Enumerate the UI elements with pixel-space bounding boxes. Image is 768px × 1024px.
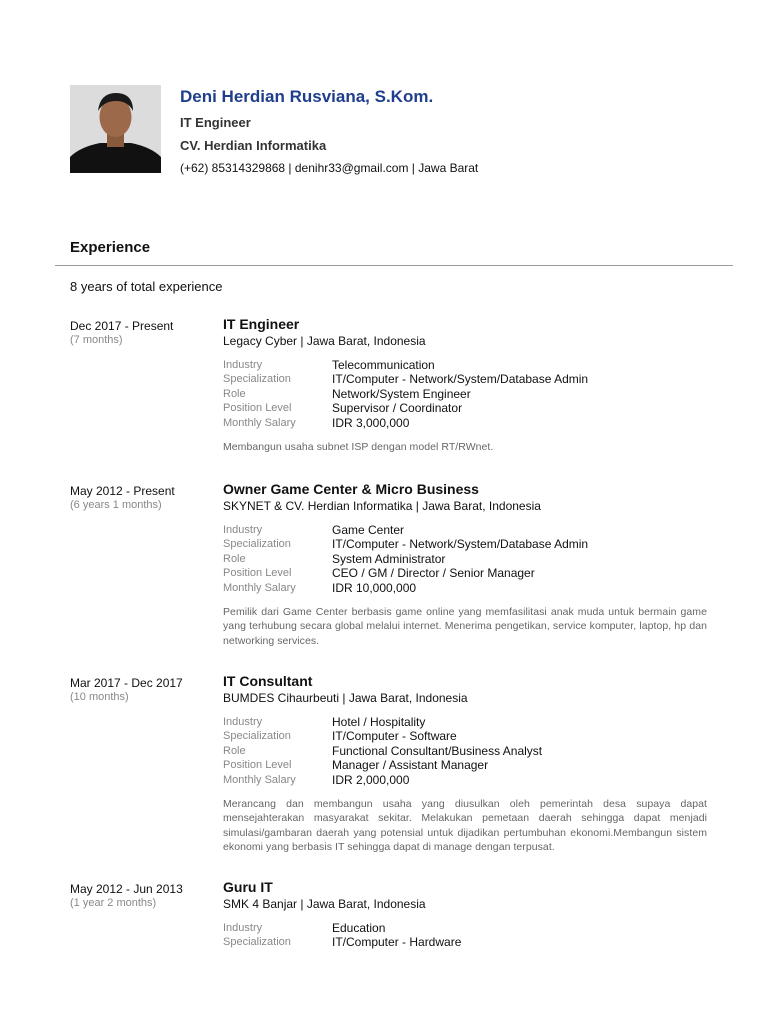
job-duration: (10 months): [70, 691, 129, 703]
job-company: BUMDES Cihaurbeuti | Jawa Barat, Indonesia: [223, 691, 468, 705]
field-label: Industry: [223, 359, 263, 371]
field-label: Role: [223, 744, 246, 757]
field-label: Position Level: [223, 402, 292, 415]
field-label: Specialization: [223, 936, 291, 949]
field-label: Specialization: [223, 373, 291, 386]
job-duration: (6 years 1 months): [70, 499, 162, 511]
job-duration: (7 months): [70, 334, 123, 346]
field-value: CEO / GM / Director / Senior Manager: [332, 566, 535, 581]
job-fields: [223, 715, 707, 787]
field-value: System Administrator: [332, 551, 446, 566]
field-value: Telecommunication: [332, 358, 435, 372]
job-title: Guru IT: [223, 879, 273, 895]
field-label: Specialization: [223, 538, 291, 551]
job-dates: May 2012 - Present: [70, 484, 175, 498]
field-value: Game Center: [332, 523, 405, 537]
field-value: IT/Computer - Software: [332, 729, 457, 744]
field-label: Industry: [223, 716, 263, 728]
job-company: SMK 4 Banjar | Jawa Barat, Indonesia: [223, 897, 426, 911]
job-description: Merancang dan membangun usaha yang diusulkan oleh pemerintah desa supaya dapat mensejahterakan masyarakat sekitar. Melakukan pemetaan daerah sehingga dapat menjadi simulasi/gambaran daerah yang potensial untuk dijadikan pertumbuhan ekonomi.Membangun sistem ekonomi yang berbasis IT sehingga dapat di manage dengan terpusat.: [223, 797, 707, 853]
field-value: IDR 10,000,000: [332, 580, 417, 595]
experience-heading: Experience: [70, 239, 151, 256]
job-title: IT Engineer: [223, 316, 300, 332]
profile-title: IT Engineer: [180, 115, 251, 130]
person-photo-icon: [70, 85, 161, 173]
job-fields: [223, 523, 707, 595]
field-value: Network/System Engineer: [332, 386, 471, 401]
field-label: Role: [223, 552, 246, 565]
field-label: Industry: [223, 922, 263, 934]
field-value: IT/Computer - Network/System/Database Admin: [332, 372, 589, 387]
field-label: Monthly Salary: [223, 773, 296, 786]
field-value: IT/Computer - Network/System/Database Admin: [332, 537, 589, 552]
job-title: IT Consultant: [223, 673, 313, 689]
field-label: Position Level: [223, 759, 292, 772]
job-company: SKYNET & CV. Herdian Informatika | Jawa Barat, Indonesia: [223, 499, 541, 513]
field-value: IT/Computer - Hardware: [332, 935, 462, 950]
total-experience: 8 years of total experience: [70, 279, 223, 294]
field-label: Monthly Salary: [223, 581, 296, 594]
job-company: Legacy Cyber | Jawa Barat, Indonesia: [223, 334, 426, 348]
field-value: Manager / Assistant Manager: [332, 758, 489, 773]
job-description: Pemilik dari Game Center berbasis game online yang memfasilitasi anak muda untuk bermain game yang terhubung secara global melalui internet. Menerima pengetikan, service komputer, laptop, hp dan networking services.: [223, 605, 707, 647]
job-fields: [223, 358, 707, 430]
profile-contact: (+62) 85314329868 | denihr33@gmail.com | Jawa Barat: [180, 161, 479, 175]
job-duration: (1 year 2 months): [70, 897, 157, 909]
field-value: IDR 3,000,000: [332, 415, 410, 430]
field-value: Hotel / Hospitality: [332, 715, 426, 729]
profile-photo: [70, 85, 161, 173]
field-label: Specialization: [223, 730, 291, 743]
job-dates: Mar 2017 - Dec 2017: [70, 676, 183, 690]
field-label: Role: [223, 387, 246, 400]
job-dates: Dec 2017 - Present: [70, 319, 174, 333]
job-fields: [223, 921, 707, 950]
section-divider: [55, 265, 733, 266]
field-label: Industry: [223, 524, 263, 536]
field-value: IDR 2,000,000: [332, 772, 410, 787]
profile-company: CV. Herdian Informatika: [180, 138, 327, 153]
field-value: Education: [332, 921, 386, 935]
job-title: Owner Game Center & Micro Business: [223, 481, 479, 497]
job-dates: May 2012 - Jun 2013: [70, 882, 183, 896]
field-value: Supervisor / Coordinator: [332, 401, 463, 416]
field-label: Monthly Salary: [223, 416, 296, 429]
field-value: Functional Consultant/Business Analyst: [332, 743, 543, 758]
job-description: Membangun usaha subnet ISP dengan model RT/RWnet.: [223, 440, 494, 453]
profile-header: [180, 86, 478, 176]
profile-name: Deni Herdian Rusviana, S.Kom.: [180, 87, 434, 106]
field-label: Position Level: [223, 567, 292, 580]
